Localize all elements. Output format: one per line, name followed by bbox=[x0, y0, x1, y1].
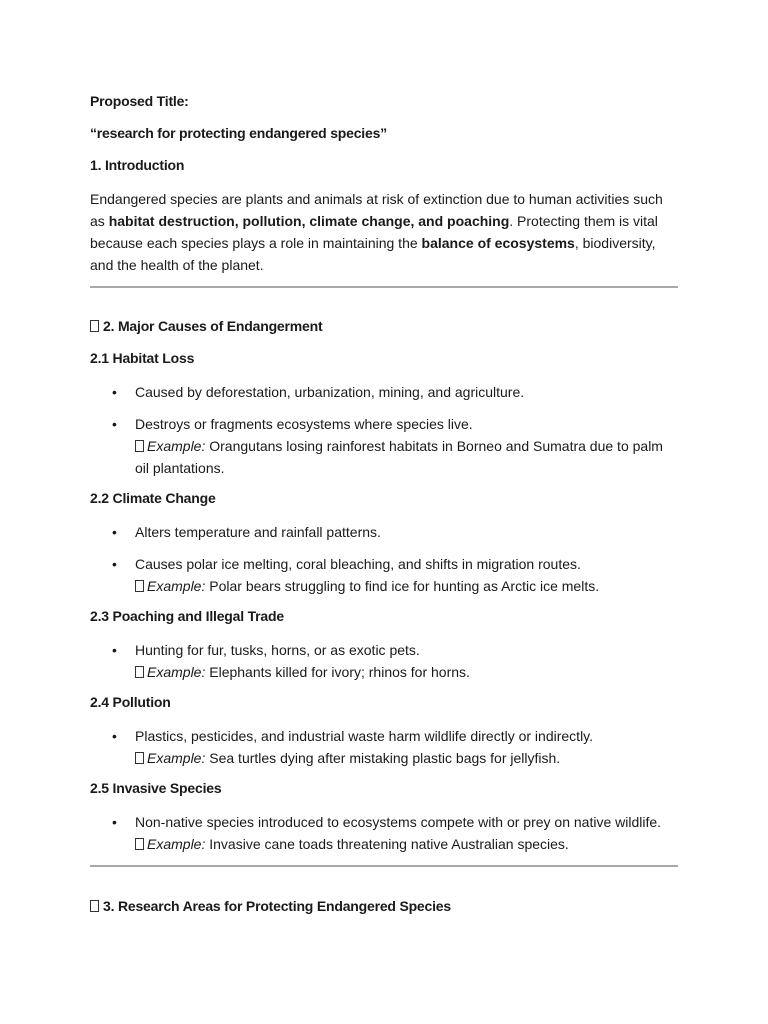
list-item-text: Non-native species introduced to ecosystems compete with or prey on native wildlife. bbox=[135, 814, 662, 830]
bullet: • bbox=[112, 524, 117, 540]
section3-heading-text: 3. Research Areas for Protecting Endangered Species bbox=[103, 898, 451, 914]
list-item bbox=[135, 811, 680, 855]
divider bbox=[90, 865, 678, 867]
bullet: • bbox=[112, 556, 117, 572]
example-line bbox=[135, 747, 680, 769]
example-line bbox=[135, 435, 680, 479]
list-item-text: Hunting for fur, tusks, horns, or as exotic pets. bbox=[135, 642, 420, 658]
pollution-heading: 2.4 Pollution bbox=[90, 694, 171, 710]
intro-bold-2: balance of ecosystems bbox=[421, 235, 575, 251]
poaching-heading: 2.3 Poaching and Illegal Trade bbox=[90, 608, 284, 624]
box-glyph-icon bbox=[90, 900, 99, 912]
example-glyph-icon bbox=[135, 666, 144, 678]
example-line bbox=[135, 661, 680, 683]
example-label: Example: bbox=[147, 664, 206, 680]
example-text: Sea turtles dying after mistaking plastic bags for jellyfish. bbox=[205, 750, 561, 766]
example-line bbox=[135, 575, 680, 597]
example-glyph-icon bbox=[135, 752, 144, 764]
list-item: Caused by deforestation, urbanization, mining, and agriculture. bbox=[135, 384, 525, 400]
list-item-text: Destroys or fragments ecosystems where species live. bbox=[135, 416, 473, 432]
list-item bbox=[135, 639, 680, 683]
bullet: • bbox=[112, 814, 117, 830]
bullet: • bbox=[112, 728, 117, 744]
example-glyph-icon bbox=[135, 580, 144, 592]
example-label: Example: bbox=[147, 750, 206, 766]
example-glyph-icon bbox=[135, 440, 144, 452]
introduction-heading: 1. Introduction bbox=[90, 157, 185, 173]
intro-text-2: . Protecting them is vital because each species plays a role in maintaining the bbox=[90, 213, 658, 251]
bullet: • bbox=[112, 384, 117, 400]
bullet: • bbox=[112, 642, 117, 658]
section2-heading bbox=[90, 318, 322, 334]
intro-bold-1: habitat destruction, pollution, climate change, and poaching bbox=[108, 213, 510, 229]
list-item bbox=[135, 725, 680, 769]
introduction-paragraph bbox=[90, 188, 678, 276]
section2-heading-text: 2. Major Causes of Endangerment bbox=[103, 318, 323, 334]
example-text: Polar bears struggling to find ice for hunting as Arctic ice melts. bbox=[205, 578, 600, 594]
example-text: Orangutans losing rainforest habitats in Borneo and Sumatra due to palm oil plantations. bbox=[135, 438, 663, 476]
example-text: Elephants killed for ivory; rhinos for horns. bbox=[205, 664, 470, 680]
list-item bbox=[135, 413, 680, 479]
climate-change-heading: 2.2 Climate Change bbox=[90, 490, 216, 506]
example-label: Example: bbox=[147, 438, 206, 454]
example-label: Example: bbox=[147, 578, 206, 594]
section3-heading bbox=[90, 898, 451, 914]
bullet: • bbox=[112, 416, 117, 432]
list-item bbox=[135, 553, 680, 597]
divider bbox=[90, 286, 678, 288]
intro-text-3: , biodiversity, and the health of the planet. bbox=[90, 235, 656, 273]
example-glyph-icon bbox=[135, 838, 144, 850]
proposed-title: “research for protecting endangered species” bbox=[90, 125, 387, 141]
box-glyph-icon bbox=[90, 320, 99, 332]
list-item-text: Plastics, pesticides, and industrial waste harm wildlife directly or indirectly. bbox=[135, 728, 594, 744]
example-text: Invasive cane toads threatening native Australian species. bbox=[205, 836, 569, 852]
proposed-title-label: Proposed Title: bbox=[90, 93, 189, 109]
intro-text-1: Endangered species are plants and animals at risk of extinction due to human activities such as bbox=[90, 191, 663, 229]
example-line bbox=[135, 833, 680, 855]
invasive-species-heading: 2.5 Invasive Species bbox=[90, 780, 222, 796]
example-label: Example: bbox=[147, 836, 206, 852]
habitat-loss-heading: 2.1 Habitat Loss bbox=[90, 350, 195, 366]
list-item-text: Causes polar ice melting, coral bleaching, and shifts in migration routes. bbox=[135, 556, 581, 572]
list-item: Alters temperature and rainfall patterns. bbox=[135, 524, 381, 540]
